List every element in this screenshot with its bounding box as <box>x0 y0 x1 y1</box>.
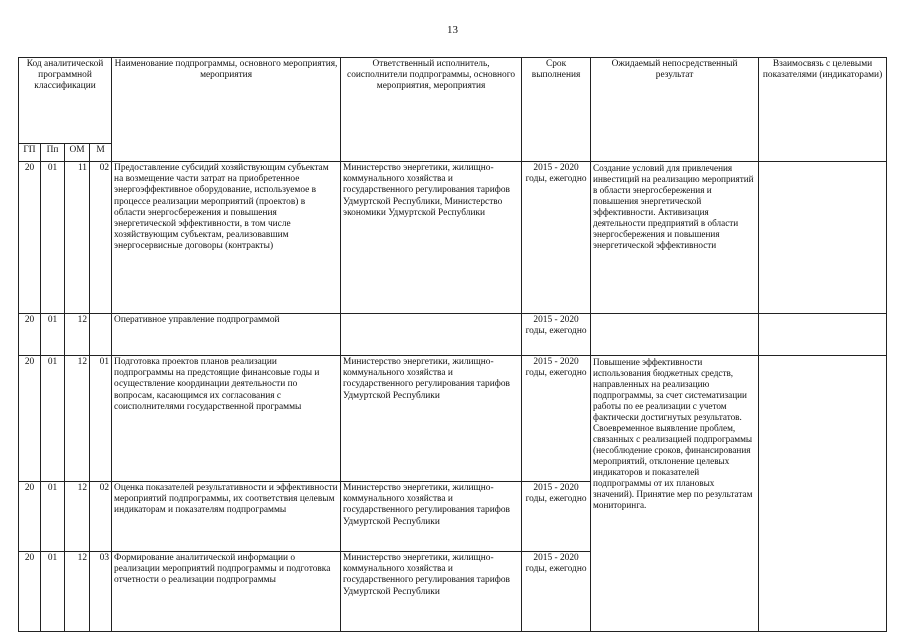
cell-term: 2015 - 2020 годы, ежегодно <box>522 314 591 356</box>
cell-result <box>591 314 759 356</box>
cell-term: 2015 - 2020 годы, ежегодно <box>522 552 591 632</box>
cell-name: Предоставление субсидий хозяйствующим субъектам на возмещение части затрат на приобретенное энергоэффективное оборудование, используемое в процессе реализации мероприятий (проектов) в области энергосбережения и повышения энергетической эффективности, в том числе хозяйствующим субъектам, реализовавшим энергосервисные договоры (контракты) <box>112 162 341 314</box>
table-row <box>19 162 887 314</box>
header-code-gp: ГП <box>19 144 41 162</box>
cell-m: 01 <box>90 356 112 482</box>
cell-m <box>90 314 112 356</box>
header-name: Наименование подпрограммы, основного мероприятия, мероприятия <box>112 58 341 162</box>
cell-gp: 20 <box>19 314 41 356</box>
header-code-m: М <box>90 144 112 162</box>
cell-om: 12 <box>65 552 90 632</box>
header-code-group: Код аналитической программной классификации <box>19 58 112 144</box>
cell-pp: 01 <box>41 356 65 482</box>
cell-link <box>759 314 887 356</box>
cell-executor: Министерство энергетики, жилищно-коммунального хозяйства и государственного регулирования тарифов Удмуртской Республики, Министерство экономики Удмуртской Республики <box>341 162 522 314</box>
cell-m: 03 <box>90 552 112 632</box>
header-code-pp: Пп <box>41 144 65 162</box>
cell-om: 11 <box>65 162 90 314</box>
cell-merged-link <box>759 356 887 632</box>
cell-om: 12 <box>65 356 90 482</box>
cell-merged-result: Повышение эффективности использования бюджетных средств, направленных на реализацию подпрограммы, за счет систематизации работы по ее реализации с учетом фактически достигнутых результатов. Своевременное выявление проблем, связанных с реализацией подпрограммы (несоблюдение сроков, финансирования мероприятий, отклонение целевых индикаторов и показателей подпрограммы от их плановых значений). Принятие мер по результатам мониторинга. <box>591 356 759 632</box>
cell-pp: 01 <box>41 482 65 552</box>
header-link: Взаимосвязь с целевыми показателями (индикаторами) <box>759 58 887 162</box>
cell-executor: Министерство энергетики, жилищно-коммунального хозяйства и государственного регулирования тарифов Удмуртской Республики <box>341 356 522 482</box>
table-header-row <box>19 58 887 144</box>
header-executor: Ответственный исполнитель, соисполнители подпрограммы, основного мероприятия, мероприятия <box>341 58 522 162</box>
cell-pp: 01 <box>41 552 65 632</box>
cell-result: Создание условий для привлечения инвестиций на реализацию мероприятий в области энергосбережения и повышения энергетической эффективности. Активизация деятельности предприятий в области энергосбережения и повышения энергетической эффективности <box>591 162 759 314</box>
cell-executor: Министерство энергетики, жилищно-коммунального хозяйства и государственного регулирования тарифов Удмуртской Республики <box>341 482 522 552</box>
cell-pp: 01 <box>41 162 65 314</box>
header-term: Срок выполнения <box>522 58 591 162</box>
cell-gp: 20 <box>19 482 41 552</box>
page-number: 13 <box>447 24 458 36</box>
cell-m: 02 <box>90 482 112 552</box>
cell-om: 12 <box>65 314 90 356</box>
cell-gp: 20 <box>19 162 41 314</box>
header-code-om: ОМ <box>65 144 90 162</box>
cell-name: Подготовка проектов планов реализации подпрограммы на предстоящие финансовые годы и осуществление координации деятельности по вопросам, касающимся их согласования с соисполнителями государственной программы <box>112 356 341 482</box>
cell-executor <box>341 314 522 356</box>
cell-name: Формирование аналитической информации о реализации мероприятий подпрограммы и подготовка отчетности о реализации подпрограммы <box>112 552 341 632</box>
table-row <box>19 314 887 356</box>
cell-term: 2015 - 2020 годы, ежегодно <box>522 162 591 314</box>
cell-executor: Министерство энергетики, жилищно-коммунального хозяйства и государственного регулирования тарифов Удмуртской Республики <box>341 552 522 632</box>
cell-m: 02 <box>90 162 112 314</box>
cell-gp: 20 <box>19 552 41 632</box>
cell-name: Оперативное управление подпрограммой <box>112 314 341 356</box>
cell-pp: 01 <box>41 314 65 356</box>
cell-link <box>759 162 887 314</box>
cell-name: Оценка показателей результативности и эффективности мероприятий подпрограммы, их соответствия целевым индикаторам и показателям подпрограммы <box>112 482 341 552</box>
header-result: Ожидаемый непосредственный результат <box>591 58 759 162</box>
table-row <box>19 356 887 482</box>
cell-term: 2015 - 2020 годы, ежегодно <box>522 482 591 552</box>
cell-gp: 20 <box>19 356 41 482</box>
measures-table <box>18 57 887 632</box>
cell-om: 12 <box>65 482 90 552</box>
cell-term: 2015 - 2020 годы, ежегодно <box>522 356 591 482</box>
